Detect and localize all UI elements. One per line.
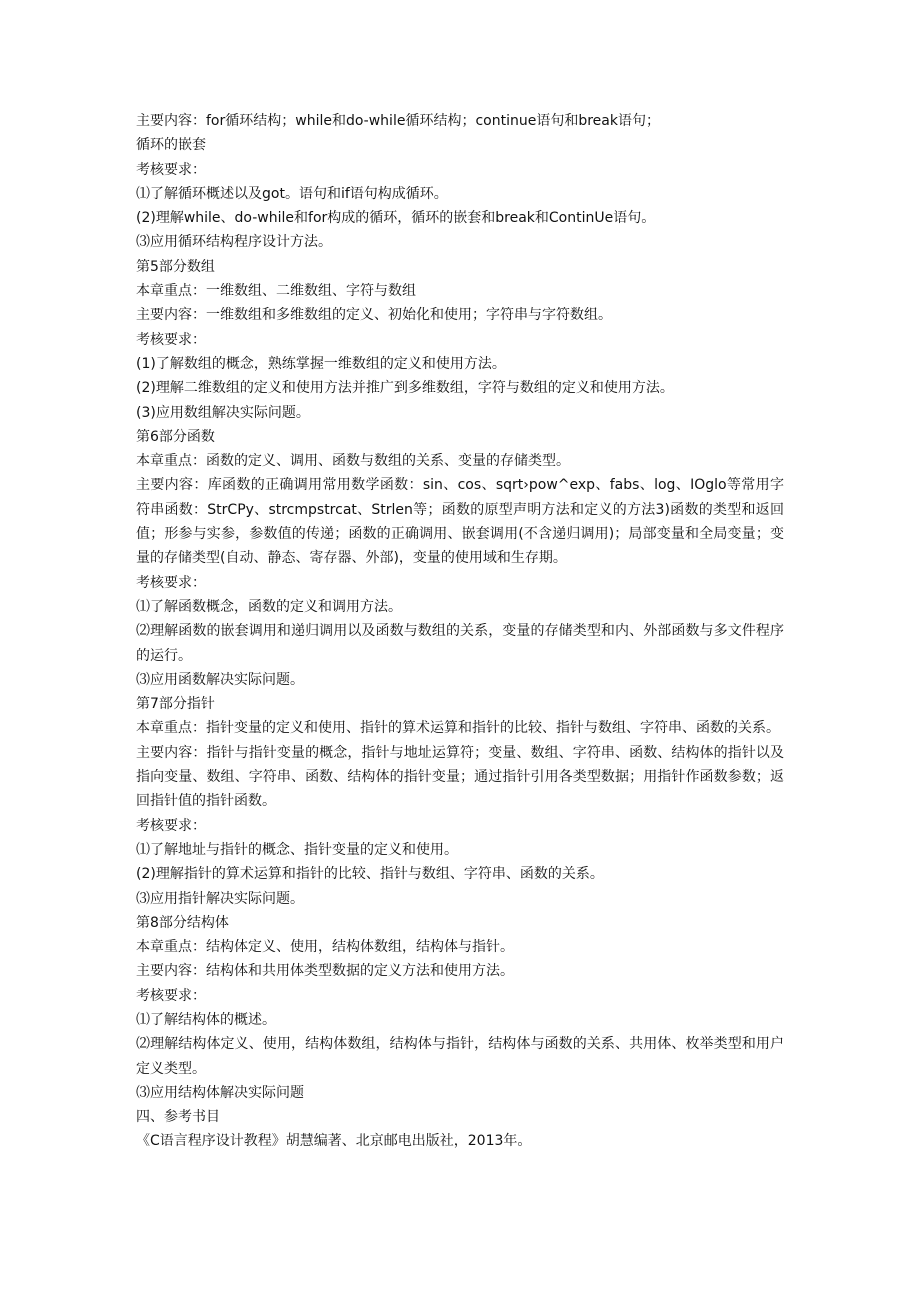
chapter-heading: 第5部分数组 <box>136 258 215 275</box>
list-item: ⑶应用指针解决实际问题。 <box>136 890 304 907</box>
list-item: ⑴了解函数概念，函数的定义和调用方法。 <box>136 598 402 615</box>
list-item: ⑵理解函数的嵌套调用和递归调用以及函数与数组的关系，变量的存储类型和内、外部函数与多文件程序的运行。 <box>136 623 784 664</box>
list-item: (1)了解数组的概念，熟练掌握一维数组的定义和使用方法。 <box>136 355 506 372</box>
list-item: (2)理解指针的算术运算和指针的比较、指针与数组、字符串、函数的关系。 <box>136 866 604 883</box>
text-line: 主要内容：结构体和共用体类型数据的定义方法和使用方法。 <box>136 963 514 980</box>
text-line: 主要内容：一维数组和多维数组的定义、初始化和使用；字符串与字符数组。 <box>136 307 612 324</box>
section-label: 考核要求： <box>136 987 206 1004</box>
section-label: 考核要求： <box>136 817 206 834</box>
text-line: 本章重点：函数的定义、调用、函数与数组的关系、变量的存储类型。 <box>136 453 570 470</box>
document-body <box>136 109 784 1154</box>
list-item: (2)理解二维数组的定义和使用方法并推广到多维数组，字符与数组的定义和使用方法。 <box>136 380 674 397</box>
text-line: 主要内容：for循环结构；while和do-while循环结构；continue语句和break语句； <box>136 113 660 129</box>
text-line: 本章重点：一维数组、二维数组、字符与数组 <box>136 283 416 300</box>
text-paragraph: 主要内容：库函数的正确调用常用数学函数：sin、cos、sqrt›pow^exp、fabs、log、IOglo等常用字符串函数：StrCPy、strcmpstrcat、Strlen等；函数的原型声明方法和定义的方法3)函数的类型和返回值；形参与实参，参数值的传递；函数的正确调用、嵌套调用(不含递归调用)；局部变量和全局变量；变量的存储类型(自动、静态、寄存器、外部)，变量的使用域和生存期。 <box>136 477 784 567</box>
section-label: 考核要求： <box>136 161 206 178</box>
text-paragraph: 本章重点：指针变量的定义和使用、指针的算术运算和指针的比较、指针与数组、字符串、函数的关系。 <box>136 720 780 737</box>
list-item: ⑶应用循环结构程序设计方法。 <box>136 234 332 251</box>
chapter-heading: 第8部分结构体 <box>136 914 229 931</box>
text-paragraph: 主要内容：指针与指针变量的概念，指针与地址运算符；变量、数组、字符串、函数、结构体的指针以及指向变量、数组、字符串、函数、结构体的指针变量；通过指针引用各类型数据；用指针作函数参数；返回指针值的指针函数。 <box>136 744 784 810</box>
section-label: 考核要求： <box>136 574 206 591</box>
reference-entry: 《C语言程序设计教程》胡慧编著、北京邮电出版社，2013年。 <box>136 1133 532 1150</box>
list-item: ⑴了解结构体的概述。 <box>136 1011 276 1028</box>
list-item: ⑴了解地址与指针的概念、指针变量的定义和使用。 <box>136 841 458 858</box>
section-label: 考核要求： <box>136 331 206 348</box>
list-item: ⑴了解循环概述以及got。语句和if语句构成循环。 <box>136 185 448 202</box>
list-item: ⑶应用结构体解决实际问题 <box>136 1084 304 1101</box>
list-item: (3)应用数组解决实际问题。 <box>136 404 310 421</box>
chapter-heading: 第6部分函数 <box>136 428 215 445</box>
list-item: ⑶应用函数解决实际问题。 <box>136 671 304 688</box>
chapter-heading: 第7部分指针 <box>136 696 215 713</box>
list-item: ⑵理解结构体定义、使用，结构体数组，结构体与指针，结构体与函数的关系、共用体、枚举类型和用户定义类型。 <box>136 1036 784 1077</box>
text-line: 循环的嵌套 <box>136 137 206 154</box>
section-heading: 四、参考书目 <box>136 1109 220 1126</box>
list-item: (2)理解while、do-while和for构成的循环，循环的嵌套和break和ContinUe语句。 <box>136 210 656 227</box>
text-line: 本章重点：结构体定义、使用，结构体数组，结构体与指针。 <box>136 939 514 956</box>
